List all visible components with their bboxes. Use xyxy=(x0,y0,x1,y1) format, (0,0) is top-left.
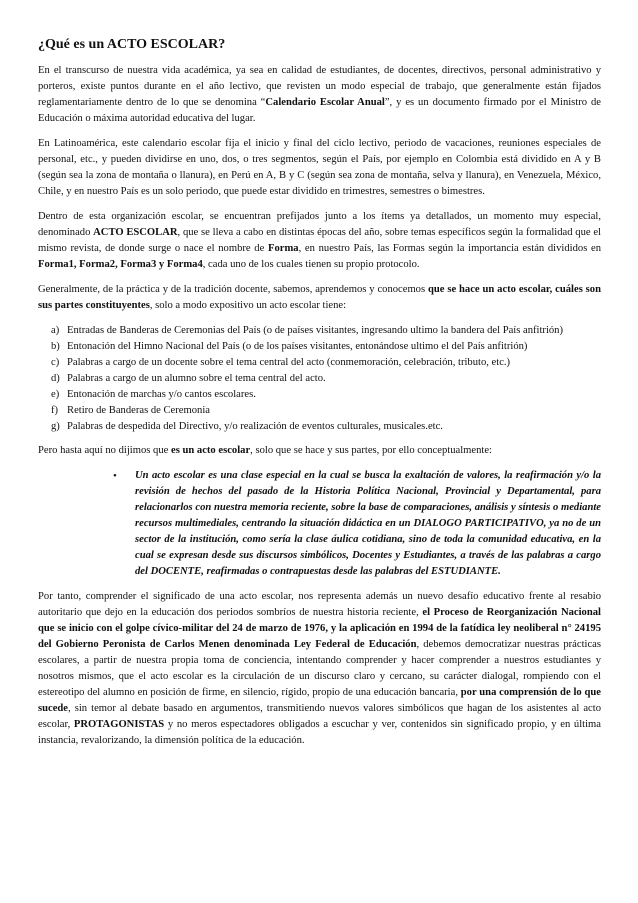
bold-run: por una comprensión de lo que sucede xyxy=(38,687,601,714)
list-item xyxy=(51,387,601,403)
list-item xyxy=(51,371,601,387)
parts-list xyxy=(38,323,601,435)
definition-quote xyxy=(38,468,601,580)
list-item xyxy=(51,419,601,435)
list-item-text: Palabras de despedida del Directivo, y/o realización de eventos culturales, musicales.etc. xyxy=(67,421,443,432)
list-item-text: Entonación de marchas y/o cantos escolares. xyxy=(67,389,256,400)
list-item-label: a) xyxy=(51,325,60,336)
bold-run: PROTAGONISTAS xyxy=(73,719,165,730)
bold-run: Forma xyxy=(267,243,299,254)
list-item-text: Palabras a cargo de un alumno sobre el tema central del acto. xyxy=(67,373,326,384)
document-title: ¿Qué es un ACTO ESCOLAR? xyxy=(38,37,226,52)
bold-run: el Proceso de Reorganización Nacional que se inicio con el golpe cívico-militar del 24 de marzo de 1976, y la aplicación en 1994 de la fatídica ley neoliberal n° 24195 del Gobierno Peronista de Carlos Menen denominada Ley Federal de Educación xyxy=(38,607,601,650)
paragraph-conclusion: Por tanto, comprender el significado de una acto escolar, nos representa además un nuevo desafío educativo frente al resabio autoritario que dejo en la educación dos periodos sombríos de nuestra historia reciente, el Proceso de Reorganización Nacional que se inicio con el golpe cívico-militar del 24 de marzo de 1976, y la aplicación en 1994 de la fatídica ley neoliberal n° 24195 del Gobierno Peronista de Carlos Menen denominada Ley Federal de Educación, debemos democratizar nuestras prácticas escolares, a partir de nuestra propia toma de conciencia, intentando comprender y hacer comprender a nuestros estudiantes y nosotros mismos, que el acto escolar es la circulación de un discurso claro y cercano, su carácter dialogal, rompiendo con el estereotipo del alumno en posición de firme, en silencio, rígido, propio de una educación bancaria, por una comprensión de lo que sucede, sin temor al debate basado en argumentos, transmitiendo nuevos valores simbólicos que hagan de los asistentes al acto escolar, PROTAGONISTAS y no meros espectadores obligados a escuchar y ver, contenidos sin significado propio, y en última instancia, revalorizando, la dimensión política de la educación. xyxy=(38,591,601,746)
list-item-label: b) xyxy=(51,341,60,352)
list-item-label: e) xyxy=(51,389,60,400)
paragraph-partes: Generalmente, de la práctica y de la tradición docente, sabemos, aprendemos y conocemos que se hace un acto escolar, cuáles son sus partes constituyentes, solo a modo expositivo un acto escolar tiene: xyxy=(38,284,601,311)
list-item-text: Retiro de Banderas de Ceremonia xyxy=(67,405,210,416)
bold-run: es un acto escolar xyxy=(171,445,251,456)
paragraph-concepto: Pero hasta aquí no dijimos que es un acto escolar, solo que se hace y sus partes, por ello conceptualmente: xyxy=(38,445,492,456)
list-item-label: f) xyxy=(51,405,59,416)
list-item xyxy=(51,323,601,339)
list-item-label: c) xyxy=(51,357,60,368)
paragraph-intro: En el transcurso de nuestra vida académica, ya sea en calidad de estudiantes, de docentes, directivos, personal administrativo y porteros, existe puntos durante en el año lectivo, que revisten un modo especial de trabajo, que generalmente están fijados reglamentariamente dentro de lo que se denomina “Calendario Escolar Anual”, y es un documento firmado por el Ministro de Educación o máxima autoridad educativa del lugar. xyxy=(38,65,601,124)
bold-run: que se hace un acto escolar, cuáles son sus partes constituyentes xyxy=(38,284,601,311)
list-item-label: g) xyxy=(51,421,60,432)
list-item xyxy=(51,403,601,419)
list-item-text: Entradas de Banderas de Ceremonias del País (o de países visitantes, ingresando ultimo la bandera del País anfitrión) xyxy=(67,325,564,336)
bold-run: ACTO ESCOLAR xyxy=(93,227,178,238)
list-item-text: Entonación del Himno Nacional del País (o de los países visitantes, entonándose ultimo el del País anfitrión) xyxy=(67,341,528,352)
definition-text: Un acto escolar es una clase especial en la cual se busca la exaltación de valores, la reafirmación y/o la revisión de hechos del pasado de la Historia Política Nacional, Provincial y Departamental, para relacionarlos con nuestra memoria reciente, sobre la base de comparaciones, análisis y síntesis o mediante recursos multimediales, centrando la situación didáctica en un DIALOGO PARTICIPATIVO, ya no de un sector de la institución, como sería la clase áulica cotidiana, sino de toda la comunidad educativa, en la cual se expresan desde sus discursos simbólicos, Docentes y Estudiantes, a través de las palabras a cargo del DOCENTE, reafirmadas o contrapuestas desde las palabras del ESTUDIANTE. xyxy=(135,470,601,577)
list-item xyxy=(51,339,601,355)
list-item-label: d) xyxy=(51,373,60,384)
bold-run: Forma1, Forma2, Forma3 y Forma4 xyxy=(38,259,203,270)
bullet-icon: • xyxy=(113,470,117,482)
list-item xyxy=(51,355,601,371)
paragraph-latinoamerica: En Latinoamérica, este calendario escolar fija el inicio y final del ciclo lectivo, periodo de vacaciones, reuniones especiales de personal, etc., y pueden dividirse en uno, dos, o tres segmentos, según el País, por ejemplo en Colombia está dividido en A y B (según sea la zona de montaña o llanura), en Perú en A, B y C (según sea zona de montaña, selva y llanura), en Venezuela, México, Chile, y en nuestro País es un solo periodo, que puede estar dividido en trimestres, semestres o bimestres. xyxy=(38,138,601,197)
bold-run: Calendario Escolar Anual xyxy=(265,97,385,108)
list-item-text: Palabras a cargo de un docente sobre el tema central del acto (conmemoración, celebración, tributo, etc.) xyxy=(67,357,511,368)
paragraph-organizacion: Dentro de esta organización escolar, se encuentran prefijados junto a los ítems ya detallados, un momento muy especial, denominado ACTO ESCOLAR, que se lleva a cabo en distintas épocas del año, sobre temas específicos según la formalidad que el mismo revista, de donde surge o nace el nombre de Forma, en nuestro País, las Formas según la importancia están divididos en Forma1, Forma2, Forma3 y Forma4, cada uno de los cuales tienen su propio protocolo. xyxy=(38,211,602,270)
